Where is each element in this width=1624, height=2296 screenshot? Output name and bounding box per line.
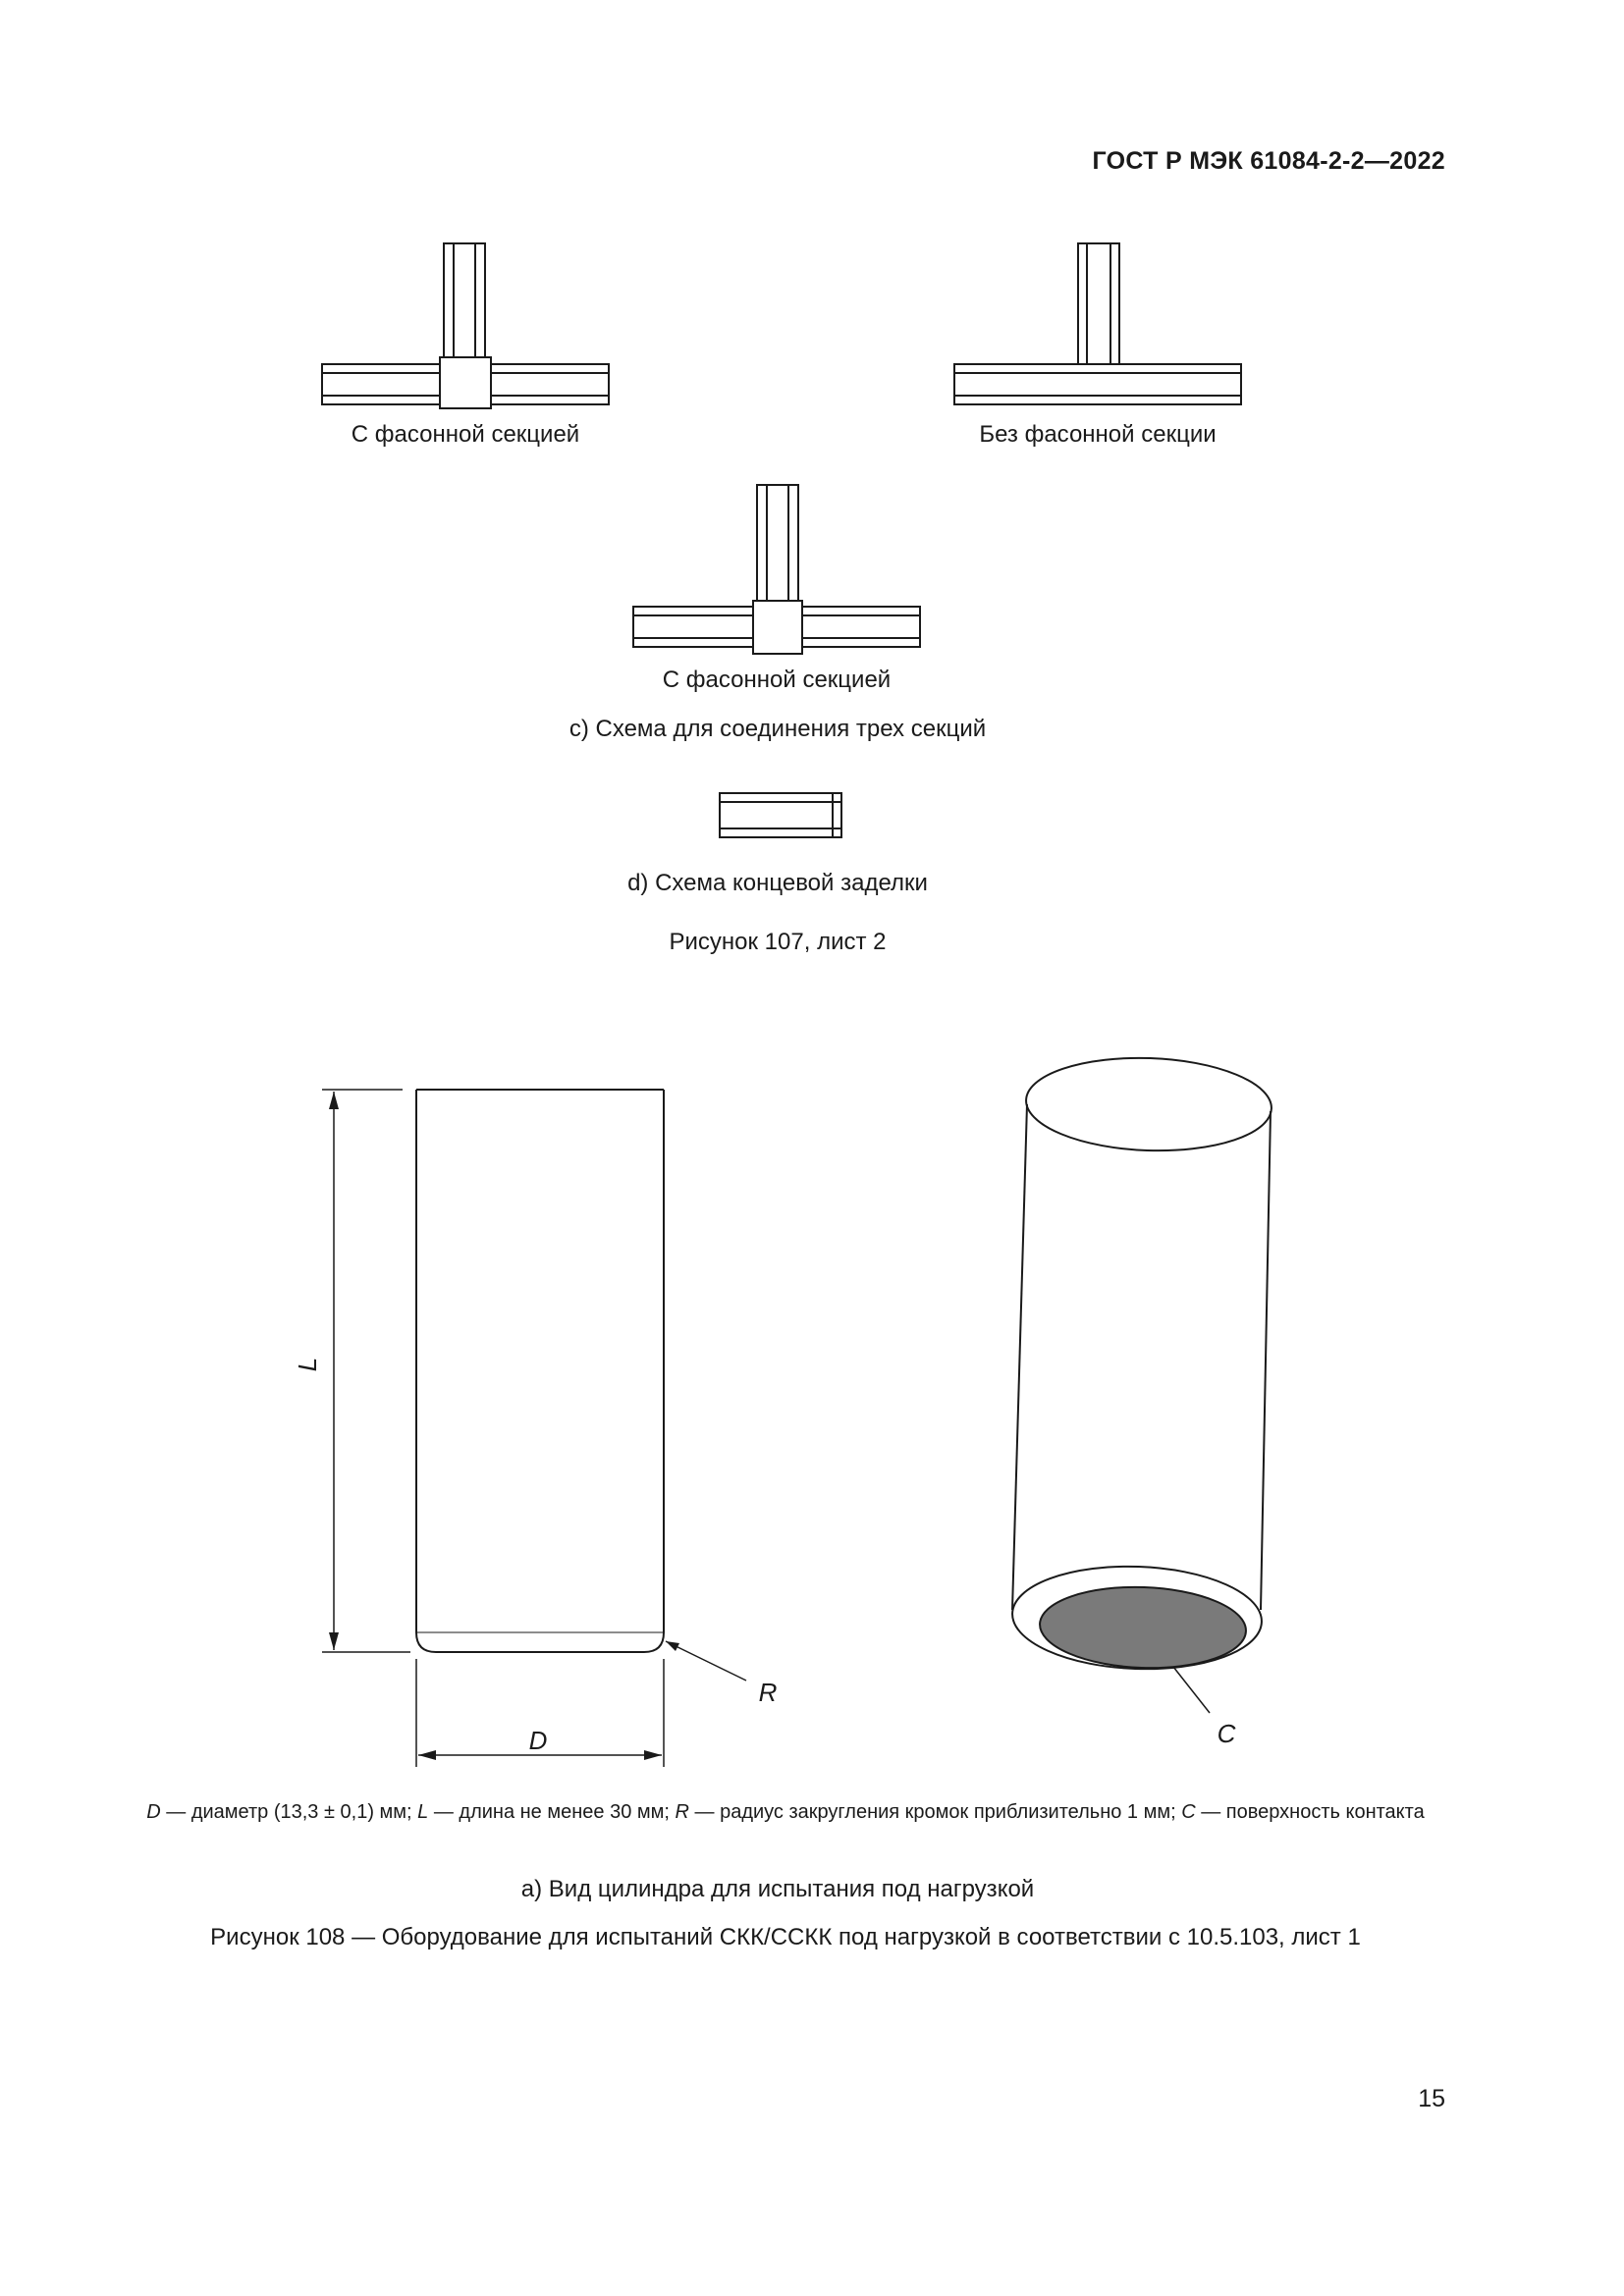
end-termination [720,793,841,837]
label-without-fitting-right: Без фасонной секции [979,421,1217,448]
legend-sym-C: C [1181,1801,1196,1823]
dim-label-D: D [528,1726,548,1755]
dim-label-R: R [758,1678,778,1707]
legend-text-C: — поверхность контакта [1195,1801,1425,1823]
figure-108-title: Рисунок 108 — Оборудование для испытаний СКК/ССКК под нагрузкой в соответствии с 10.5.103, лист 1 [210,1924,1361,1950]
cylinder-perspective-view [1010,1054,1272,1713]
tee-with-fitting-center [633,485,920,654]
caption-d: d) Схема концевой заделки [627,870,928,896]
tee-with-fitting-left [322,243,609,408]
legend-sym-R: R [675,1801,689,1823]
dim-label-C: C [1217,1719,1236,1748]
dim-label-L: L [293,1357,322,1372]
legend-text-D: — диаметр (13,3 ± 0,1) мм; [160,1801,418,1823]
page-number: 15 [1418,2085,1445,2112]
caption-a: a) Вид цилиндра для испытания под нагрузкой [520,1876,1035,1902]
figure-107-title: Рисунок 107, лист 2 [669,929,887,955]
label-with-fitting-left: С фасонной секцией [351,421,580,448]
legend-text-R: — радиус закругления кромок приблизительно 1 мм; [688,1801,1182,1823]
figure-108-legend [108,1798,1463,1826]
label-with-fitting-center: С фасонной секцией [662,667,892,693]
tee-without-fitting-right [954,243,1241,404]
legend-sym-L: L [417,1801,429,1823]
cylinder-side-view [322,1090,746,1767]
legend-sym-D: D [146,1801,161,1823]
document-header: ГОСТ Р МЭК 61084-2-2—2022 [1092,147,1445,175]
caption-c: c) Схема для соединения трех секций [568,716,987,742]
legend-text-L: — длина не менее 30 мм; [428,1801,676,1823]
